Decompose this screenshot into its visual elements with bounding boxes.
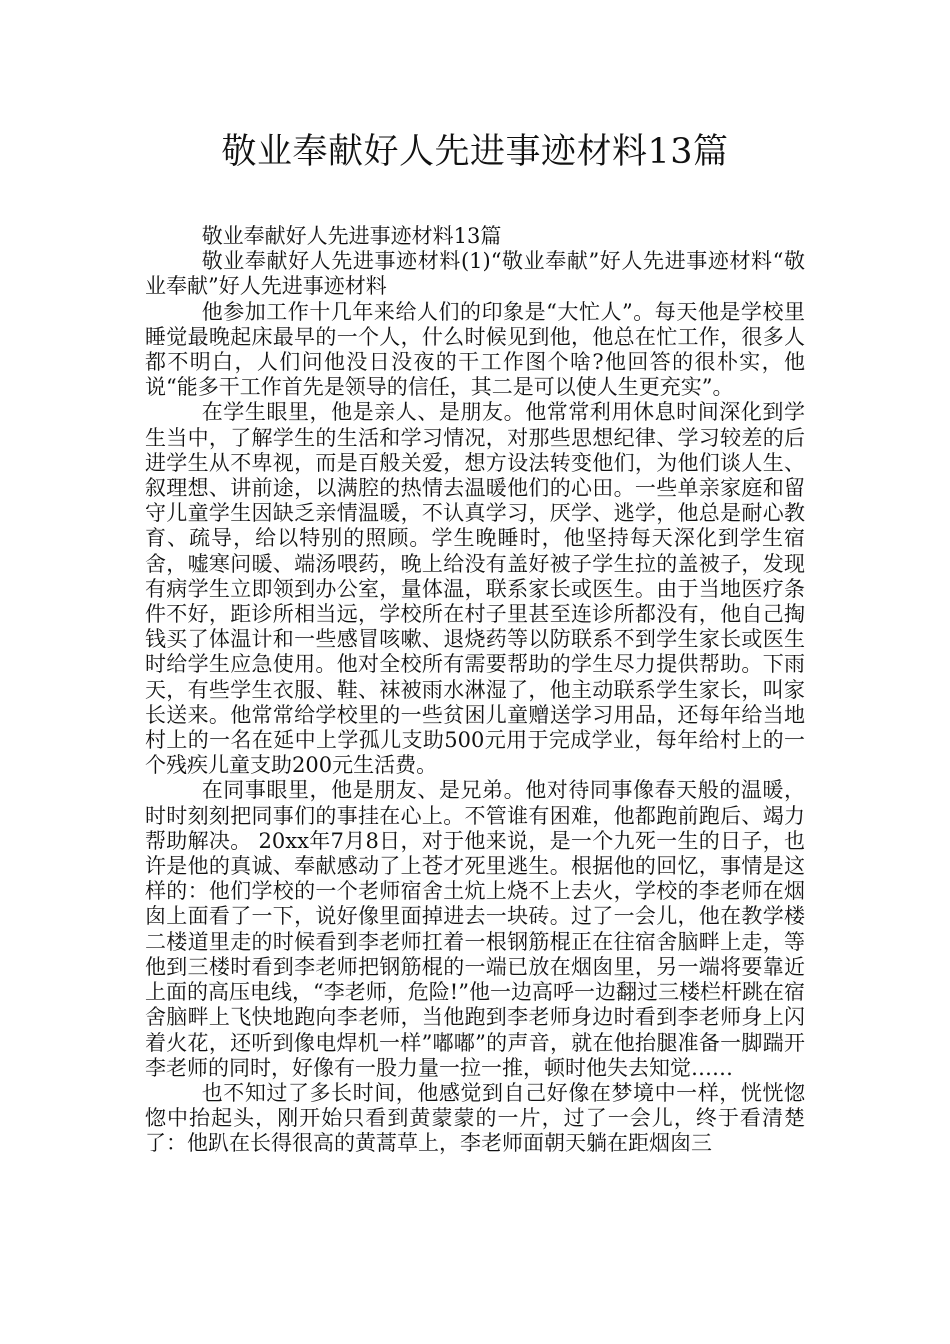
paragraph-heading: 敬业奉献好人先进事迹材料(1)“敬业奉献”好人先进事迹材料“敬业奉献”好人先进事迹材料 <box>145 249 805 299</box>
paragraph-subtitle: 敬业奉献好人先进事迹材料13篇 <box>201 224 502 248</box>
document-body <box>145 224 805 1157</box>
paragraph-colleagues: 在同事眼里，他是朋友、是兄弟。他对待同事像春天般的温暖，时时刻刻把同事们的事挂在心上。不管谁有困难，他都跑前跑后、竭力帮助解决。 20xx年7月8日，对于他来说，是一个九死一生的日子，也许是他的真诚、奉献感动了上苍才死里逃生。根据他的回忆，事情是这样的：他们学校的一个老师宿舍土炕上烧不上去火，学校的李老师在烟囱上面看了一下，说好像里面掉进去一块砖。过了一会儿，他在教学楼二楼道里走的时候看到李老师扛着一根钢筋棍正在往宿舍脑畔上走，等他到三楼时看到李老师把钢筋棍的一端已放在烟囱里，另一端将要靠近上面的高压电线，“李老师，危险!”他一边高呼一边翻过三楼栏杆跳在宿舍脑畔上飞快地跑向李老师，当他跑到李老师身边时看到李老师身上闪着火花，还听到像电焊机一样”嘟嘟”的声音，就在他抬腿准备一脚踹开李老师的同时，好像有一股力量一拉一推，顿时他失去知觉…… <box>145 778 805 1080</box>
paragraph-students: 在学生眼里，他是亲人、是朋友。他常常利用休息时间深化到学生当中，了解学生的生活和学习情况，对那些思想纪律、学习较差的后进学生从不卑视，而是百般关爱，想方设法转变他们，为他们谈人生、叙理想、讲前途，以满腔的热情去温暖他们的心田。一些单亲家庭和留守儿童学生因缺乏亲情温暖，不认真学习，厌学、逃学，他总是耐心教育、疏导，给以特别的照顾。学生晚睡时，他坚持每天深化到学生宿舍，嘘寒问暖、端汤喂药，晚上给没有盖好被子学生拉的盖被子，发现有病学生立即领到办公室，量体温，联系家长或医生。由于当地医疗条件不好，距诊所相当远，学校所在村子里甚至连诊所都没有，他自己掏钱买了体温计和一些感冒咳嗽、退烧药等以防联系不到学生家长或医生时给学生应急使用。他对全校所有需要帮助的学生尽力提供帮助。下雨天，有些学生衣服、鞋、袜被雨水淋湿了，他主动联系学生家长，叫家长送来。他常常给学校里的一些贫困儿童赠送学习用品，还每年给当地村上的一名在延中上学孤儿支助500元用于完成学业，每年给村上的一个残疾儿童支助200元生活费。 <box>145 400 805 778</box>
paragraph-aftermath: 也不知过了多长时间，他感觉到自己好像在梦境中一样，恍恍惚惚中抬起头，刚开始只看到黄蒙蒙的一片，过了一会儿，终于看清楚了：他趴在长得很高的黄蒿草上，李老师面朝天躺在距烟囱三 <box>145 1080 805 1156</box>
paragraph-intro: 他参加工作十几年来给人们的印象是“大忙人”。每天他是学校里睡觉最晚起床最早的一个人，什么时候见到他，他总在忙工作，很多人都不明白，人们问他没日没夜的干工作图个啥?他回答的很朴实，他说“能多干工作首先是领导的信任，其二是可以使人生更充实”。 <box>145 299 805 400</box>
document-title: 敬业奉献好人先进事迹材料13篇 <box>221 132 729 172</box>
